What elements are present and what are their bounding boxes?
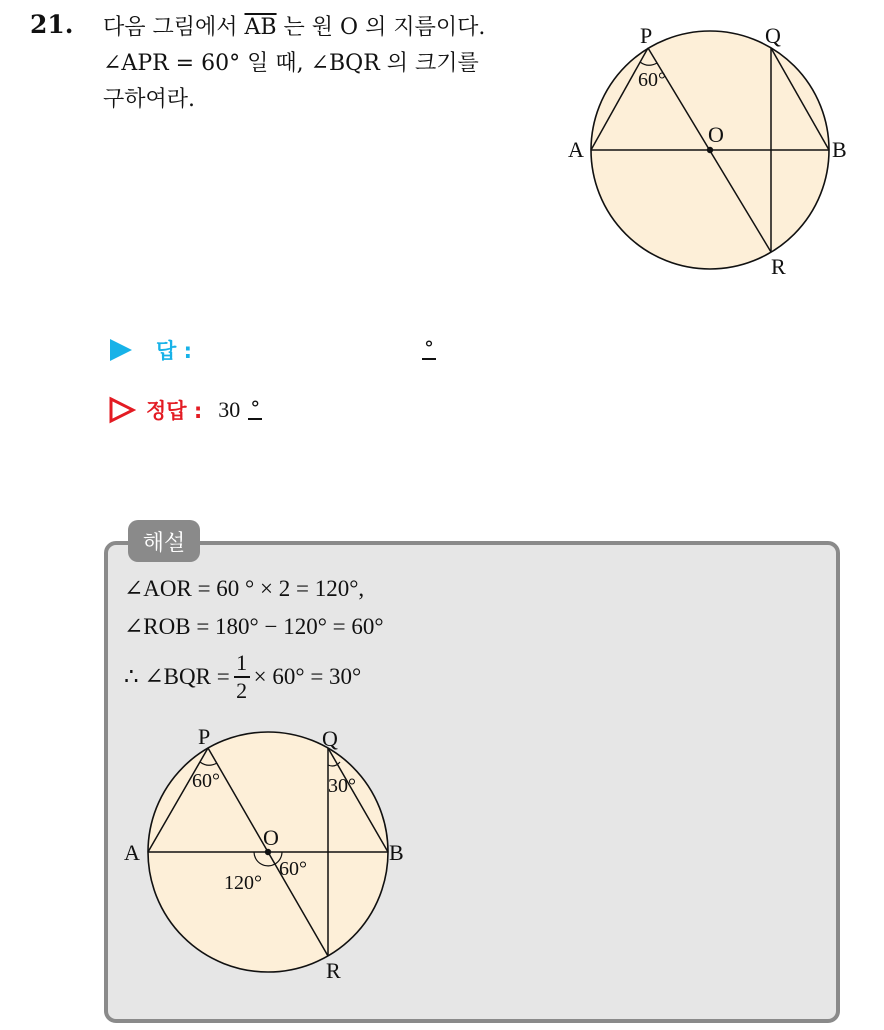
question-number: 21. xyxy=(30,10,74,39)
question-line-1: 다음 그림에서 $\overline{AB}$ 는 원 O 의 지름이다. xyxy=(103,15,486,40)
label-angle-q-solution: 30° xyxy=(328,775,356,797)
circle-figure-top xyxy=(560,16,860,286)
label-q: Q xyxy=(765,23,781,48)
correct-answer-label: 정답 : xyxy=(146,399,203,423)
correct-arrow-outline-icon xyxy=(108,396,136,424)
question-line-2: ∠APR = 60° 일 때, ∠BQR 의 크기를 xyxy=(103,51,479,76)
correct-answer-value: 30 xyxy=(218,397,241,422)
question-text xyxy=(103,10,553,118)
label-b: B xyxy=(832,137,847,162)
label-a: A xyxy=(568,137,584,162)
label-p-solution: P xyxy=(198,724,211,749)
center-point-o xyxy=(707,147,713,153)
label-o-solution: O xyxy=(263,825,279,850)
answer-arrow-icon xyxy=(108,337,134,363)
question-line-3: 구하여라. xyxy=(103,87,196,112)
solution-tab: 해설 xyxy=(128,520,200,562)
fraction-half: $\frac{1}{2}$ xyxy=(234,652,250,702)
label-r-solution: R xyxy=(326,958,341,983)
solution-line-2: ∠ROB = 180° − 120° = 60° xyxy=(124,614,384,639)
label-b-solution: B xyxy=(389,840,404,865)
solution-line-1: ∠AOR = 60 ° × 2 = 120°, xyxy=(124,576,365,601)
correct-answer-unit: ° xyxy=(250,395,261,420)
circle-figure-solution xyxy=(118,722,418,992)
label-angle-aor-solution: 120° xyxy=(224,872,262,894)
answer-blank[interactable]: ° xyxy=(424,335,434,360)
label-angle-rob-solution: 60° xyxy=(279,858,307,880)
label-angle-p-solution: 60° xyxy=(192,770,220,792)
label-o: O xyxy=(708,122,724,147)
segment-ab: $\overline{AB}$ xyxy=(244,15,277,40)
answer-row xyxy=(108,332,436,368)
correct-answer-row xyxy=(108,392,262,428)
label-r: R xyxy=(771,254,786,279)
label-a-solution: A xyxy=(124,840,140,865)
label-q-solution: Q xyxy=(322,726,338,751)
solution-line-3: ∴ ∠BQR = $\frac{1}{2}$ × 60° = 30° xyxy=(124,650,362,703)
label-angle-p: 60° xyxy=(638,69,666,91)
label-p: P xyxy=(640,23,653,48)
answer-label: 답 : xyxy=(156,339,192,363)
